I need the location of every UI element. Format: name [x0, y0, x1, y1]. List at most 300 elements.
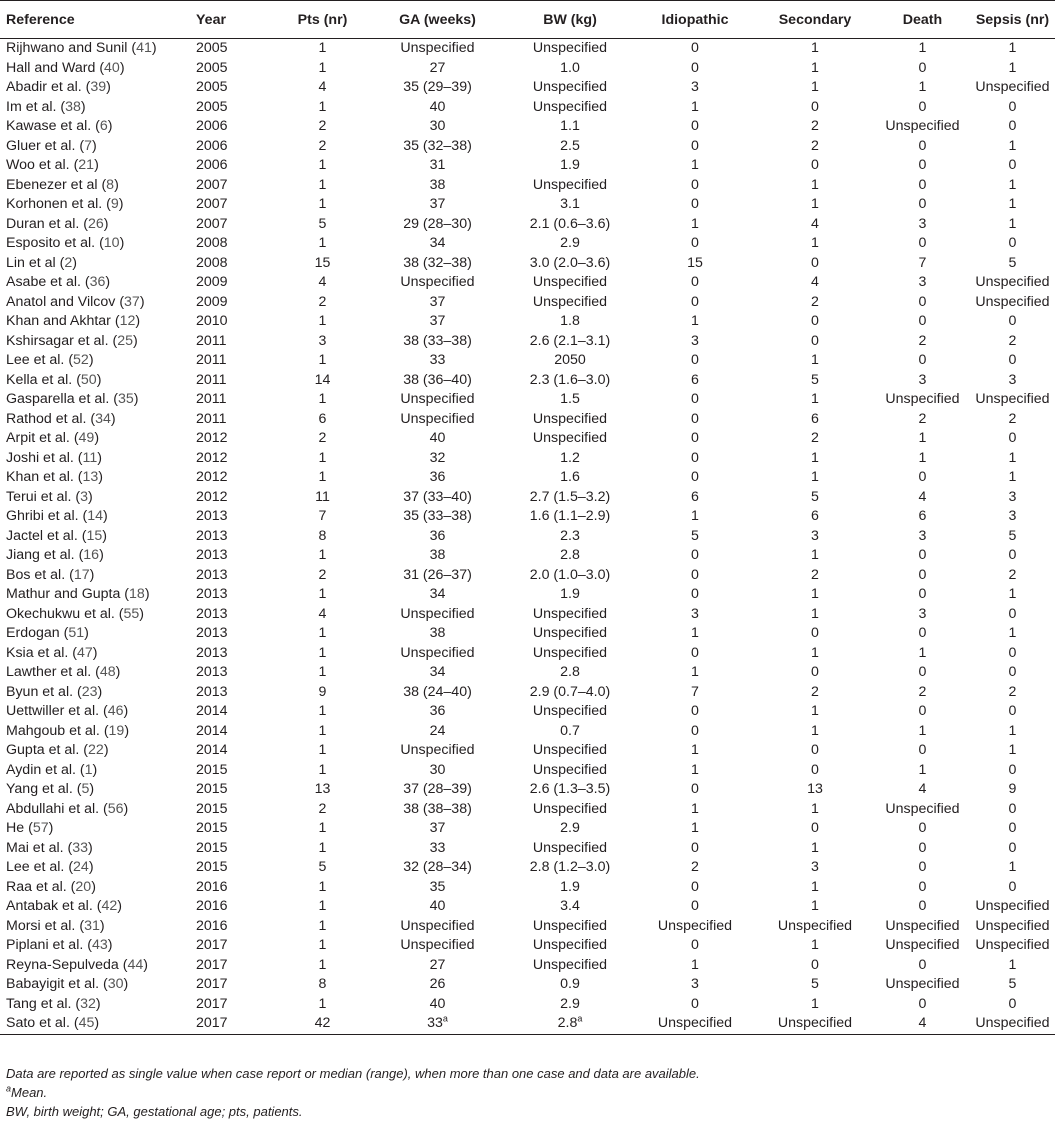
citation-link[interactable]: 19 — [108, 722, 125, 739]
reference-name: Gasparella et al. — [6, 391, 110, 407]
reference-name: Lin et al — [6, 254, 56, 271]
cell-year-value: 2013 — [196, 625, 228, 641]
citation-link[interactable]: 21 — [78, 157, 95, 173]
citation-link[interactable]: 40 — [104, 59, 120, 76]
cell-year-value: 2007 — [196, 176, 228, 193]
cell-year — [190, 917, 275, 937]
cell-reference: Bos et al. (17) — [6, 566, 95, 583]
cell-secondary-value: 5 — [811, 371, 819, 388]
table-row — [0, 156, 1055, 176]
cell-pts-value: 1 — [318, 352, 327, 368]
cell-pts-value: 1 — [318, 937, 327, 953]
cell-ga — [370, 663, 505, 683]
cell-ga — [370, 59, 505, 79]
citation-link[interactable]: 33 — [72, 839, 89, 856]
cell-death — [875, 702, 970, 722]
cell-year — [190, 137, 275, 157]
cell-ga — [370, 858, 505, 878]
cell-sepsis-value: 1 — [1008, 859, 1017, 875]
cell-death-value: Unspecified — [885, 937, 960, 953]
cell-sepsis — [970, 156, 1055, 176]
cell-year — [190, 312, 275, 332]
header-year: Year — [190, 1, 275, 39]
cell-ga — [370, 995, 505, 1015]
cell-secondary-value: 5 — [811, 976, 819, 992]
table-row — [0, 59, 1055, 79]
citation-link[interactable]: 38 — [65, 98, 81, 115]
cell-secondary — [755, 390, 875, 410]
cell-idiopathic-value: 0 — [691, 781, 699, 797]
cell-reference: Lawther et al. (48) — [6, 664, 121, 680]
citation-link[interactable]: 57 — [32, 820, 49, 836]
table-row — [0, 137, 1055, 157]
cell-secondary-value: 0 — [811, 742, 819, 758]
cell-ga-value: 32 — [429, 449, 446, 466]
citation-link[interactable]: 14 — [87, 508, 103, 524]
reference-name: Kella et al. — [6, 371, 73, 388]
cell-bw — [505, 819, 635, 839]
citation-link[interactable]: 51 — [68, 625, 85, 641]
cell-pts-value: 15 — [314, 254, 331, 271]
cell-ga-value: 37 — [429, 293, 446, 310]
footnote-mean — [6, 1083, 700, 1102]
citation-link[interactable]: 17 — [73, 566, 90, 583]
citation-link[interactable]: 18 — [129, 586, 145, 602]
cell-pts — [275, 156, 370, 176]
cell-pts — [275, 59, 370, 79]
cell-sepsis-value: 0 — [1008, 157, 1017, 173]
citation-link[interactable]: 52 — [73, 352, 89, 368]
header-idiopathic: Idiopathic — [635, 1, 755, 39]
cell-death-value: 3 — [918, 274, 927, 290]
cell-pts — [275, 351, 370, 371]
cell-year-value: 2017 — [196, 995, 228, 1012]
cell-pts — [275, 702, 370, 722]
citation-link[interactable]: 35 — [117, 391, 134, 407]
cell-year — [190, 761, 275, 781]
cell-secondary-value: 1 — [811, 449, 819, 466]
citation-link[interactable]: 16 — [83, 547, 100, 563]
cell-ga-value: 38 — [429, 176, 446, 193]
cell-idiopathic — [635, 156, 755, 176]
cell-reference: Yang et al. (5) — [6, 781, 95, 797]
citation-link[interactable]: 3 — [80, 488, 89, 505]
cell-idiopathic-value: 1 — [691, 800, 699, 817]
cell-bw — [505, 858, 635, 878]
cell-reference: Ebenezer et al (8) — [6, 176, 119, 193]
cell-pts — [275, 936, 370, 956]
reference-name: Reyna-Sepulveda — [6, 956, 119, 973]
cell-death-value: 0 — [918, 469, 927, 485]
cell-idiopathic — [635, 78, 755, 98]
cell-secondary — [755, 936, 875, 956]
cell-year — [190, 975, 275, 995]
cell-secondary — [755, 312, 875, 332]
cell-sepsis — [970, 137, 1055, 157]
cell-ga-value: Unspecified — [400, 40, 475, 56]
cell-reference: Kshirsagar et al. (25) — [6, 332, 138, 349]
cell-year — [190, 78, 275, 98]
cell-pts — [275, 429, 370, 449]
citation-link[interactable]: 6 — [99, 118, 108, 134]
cell-idiopathic — [635, 507, 755, 527]
cell-bw-value: 2.3 — [560, 527, 580, 544]
cell-death-value: 0 — [918, 137, 927, 154]
citation-link[interactable]: 31 — [84, 917, 100, 934]
citation-link[interactable]: 20 — [75, 878, 92, 895]
cell-idiopathic — [635, 722, 755, 742]
cell-ga — [370, 878, 505, 898]
table-row — [0, 741, 1055, 761]
cell-year — [190, 780, 275, 800]
cell-death-value: 7 — [918, 254, 927, 271]
cell-reference: Gupta et al. (22) — [6, 742, 109, 758]
reference-name: Kshirsagar et al. — [6, 332, 109, 349]
citation-link[interactable]: 23 — [81, 683, 98, 700]
cell-year — [190, 624, 275, 644]
cell-sepsis — [970, 546, 1055, 566]
cell-bw-value: Unspecified — [532, 800, 608, 817]
cell-sepsis — [970, 878, 1055, 898]
citation-link[interactable]: 50 — [80, 371, 97, 388]
cell-bw-value: Unspecified — [532, 839, 608, 856]
cell-sepsis-value: Unspecified — [975, 79, 1050, 95]
cell-bw — [505, 917, 635, 937]
reference-name: Gluer et al. — [6, 137, 76, 154]
citation-link[interactable]: 43 — [91, 937, 108, 953]
cell-ga-value: 31 — [429, 157, 446, 173]
cell-bw — [505, 683, 635, 703]
cell-idiopathic — [635, 410, 755, 430]
cell-secondary-value: 0 — [811, 332, 819, 349]
cell-bw — [505, 332, 635, 352]
cell-idiopathic — [635, 215, 755, 235]
cell-death-value: Unspecified — [885, 976, 960, 992]
cell-pts — [275, 995, 370, 1015]
citation-link[interactable]: 7 — [84, 137, 92, 154]
cell-sepsis-value: 9 — [1008, 781, 1017, 797]
reference-name: Abadir et al. — [6, 79, 82, 95]
cell-secondary-value: 1 — [811, 469, 819, 485]
citation-link[interactable]: 11 — [82, 449, 98, 466]
citation-link[interactable]: 8 — [106, 176, 115, 193]
cell-ga-value: Unspecified — [400, 742, 475, 758]
cell-reference: Okechukwu et al. (55) — [6, 605, 145, 622]
citation-link[interactable]: 36 — [89, 274, 106, 290]
cell-sepsis-value: Unspecified — [975, 937, 1050, 953]
cell-ga-value: 37 — [429, 820, 446, 836]
citation-link[interactable]: 1 — [84, 761, 93, 778]
citation-link[interactable]: 15 — [86, 527, 103, 544]
cell-secondary — [755, 507, 875, 527]
cell-reference: Gasparella et al. (35) — [6, 391, 139, 407]
cell-bw-value: 2050 — [554, 352, 586, 368]
cell-death-value: 0 — [918, 196, 927, 212]
cell-secondary-value: 2 — [811, 430, 819, 446]
reference-name: Khan et al. — [6, 469, 74, 485]
cell-reference: Woo et al. (21) — [6, 157, 99, 173]
cell-ga-value: 31 (26–37) — [403, 566, 472, 583]
cell-pts-value: 3 — [318, 332, 327, 349]
cell-idiopathic-value: 1 — [691, 157, 699, 173]
cell-secondary — [755, 527, 875, 547]
citation-link[interactable]: 12 — [119, 313, 136, 329]
citation-link[interactable]: 24 — [73, 859, 89, 875]
cell-idiopathic-value: 0 — [691, 995, 699, 1012]
cell-sepsis-value: 0 — [1008, 703, 1017, 719]
cell-ga — [370, 975, 505, 995]
cell-year — [190, 683, 275, 703]
cell-reference: Rijhwano and Sunil (41) — [6, 40, 157, 56]
cell-idiopathic — [635, 273, 755, 293]
cell-year — [190, 390, 275, 410]
reference-name: Ghribi et al. — [6, 508, 79, 524]
table-row — [0, 254, 1055, 274]
table-row — [0, 410, 1055, 430]
cell-sepsis-value: 1 — [1008, 469, 1017, 485]
citation-link[interactable]: 22 — [88, 742, 104, 758]
cell-idiopathic — [635, 488, 755, 508]
cell-year — [190, 449, 275, 469]
cell-sepsis-value: 1 — [1008, 956, 1017, 973]
cell-pts-value: 1 — [318, 449, 327, 466]
cell-year — [190, 293, 275, 313]
cell-bw — [505, 488, 635, 508]
cell-bw — [505, 741, 635, 761]
cell-death — [875, 215, 970, 235]
cell-idiopathic — [635, 546, 755, 566]
cell-pts-value: 1 — [318, 313, 327, 329]
cell-bw — [505, 137, 635, 157]
cell-bw — [505, 156, 635, 176]
cell-reference: Hall and Ward (40) — [6, 59, 125, 76]
cell-ga-value: 36 — [429, 703, 446, 719]
cell-bw — [505, 273, 635, 293]
cell-sepsis-value: 1 — [1008, 742, 1017, 758]
cell-bw — [505, 98, 635, 118]
cell-idiopathic — [635, 975, 755, 995]
cell-year-value: 2011 — [196, 332, 227, 349]
cell-reference: Ksia et al. (47) — [6, 644, 98, 661]
cell-bw-value: 1.6 (1.1–2.9) — [529, 508, 611, 524]
citation-link[interactable]: 32 — [80, 995, 96, 1012]
cell-year — [190, 507, 275, 527]
citation-link[interactable]: 49 — [78, 430, 95, 446]
footnote-mark: a — [577, 1013, 583, 1024]
cell-bw-value: Unspecified — [532, 742, 608, 758]
cell-pts-value: 7 — [318, 508, 327, 524]
cell-ga — [370, 312, 505, 332]
cell-idiopathic-value: 0 — [691, 547, 699, 563]
cell-pts-value: 1 — [318, 235, 327, 251]
cell-ga-value: 29 (28–30) — [403, 215, 472, 232]
cell-year — [190, 332, 275, 352]
cell-ga-value: 40 — [429, 430, 446, 446]
citation-link[interactable]: 26 — [88, 215, 104, 232]
cell-bw-value: 2.8 (1.2–3.0) — [529, 859, 611, 875]
citation-link[interactable]: 41 — [136, 40, 152, 56]
cell-reference: Terui et al. (3) — [6, 488, 93, 505]
cell-ga-value: Unspecified — [400, 644, 475, 661]
cell-idiopathic — [635, 332, 755, 352]
reference-name: Duran et al. — [6, 215, 80, 232]
cell-secondary-value: 0 — [811, 157, 819, 173]
cell-sepsis-value: 0 — [1008, 839, 1017, 856]
cell-death — [875, 390, 970, 410]
cell-idiopathic-value: 1 — [691, 215, 699, 232]
citation-link[interactable]: 5 — [81, 781, 90, 797]
cell-death-value: Unspecified — [885, 917, 960, 934]
citation-link[interactable]: 44 — [127, 956, 144, 973]
cell-pts — [275, 98, 370, 118]
cell-idiopathic-value: 0 — [691, 40, 699, 56]
citation-link[interactable]: 9 — [110, 196, 119, 212]
cell-year-value: 2013 — [196, 527, 228, 544]
cell-ga — [370, 897, 505, 917]
reference-name: Mai et al. — [6, 839, 64, 856]
citation-link[interactable]: 42 — [101, 898, 118, 914]
cell-death — [875, 858, 970, 878]
cell-secondary — [755, 59, 875, 79]
cell-death-value: 0 — [918, 352, 927, 368]
cell-year-value: 2005 — [196, 40, 228, 56]
cell-sepsis — [970, 1014, 1055, 1034]
cell-bw-value: Unspecified — [532, 917, 608, 934]
cell-secondary — [755, 741, 875, 761]
cell-secondary — [755, 39, 875, 59]
cell-pts-value: 1 — [318, 469, 327, 485]
table-row — [0, 312, 1055, 332]
cell-pts-value: 5 — [318, 215, 327, 232]
table-row — [0, 897, 1055, 917]
citation-link[interactable]: 48 — [99, 664, 116, 680]
table-row — [0, 995, 1055, 1015]
table-row — [0, 234, 1055, 254]
table-row — [0, 683, 1055, 703]
citation-link[interactable]: 46 — [107, 703, 124, 719]
cell-ga-value: 37 — [429, 313, 446, 329]
cell-sepsis-value: 3 — [1008, 371, 1017, 388]
cell-year-value: 2008 — [196, 254, 228, 271]
cell-death — [875, 137, 970, 157]
cell-secondary-value: 0 — [811, 664, 819, 680]
cell-year — [190, 468, 275, 488]
cell-pts — [275, 254, 370, 274]
cell-idiopathic-value: 0 — [691, 235, 699, 251]
cell-secondary — [755, 585, 875, 605]
cell-idiopathic-value: 2 — [691, 859, 699, 875]
citation-link[interactable]: 37 — [124, 293, 140, 310]
cell-secondary — [755, 624, 875, 644]
citation-link[interactable]: 10 — [103, 235, 120, 251]
cell-death — [875, 566, 970, 586]
cell-bw — [505, 956, 635, 976]
cell-reference: Abdullahi et al. (56) — [6, 800, 129, 817]
cell-secondary-value: 1 — [811, 235, 819, 251]
cell-bw-value: Unspecified — [532, 98, 608, 115]
cell-death-value: Unspecified — [885, 118, 960, 134]
cell-pts-value: 2 — [318, 137, 327, 154]
cell-year — [190, 566, 275, 586]
cell-reference: Arpit et al. (49) — [6, 430, 100, 446]
cell-bw — [505, 605, 635, 625]
cell-idiopathic — [635, 254, 755, 274]
cell-death — [875, 780, 970, 800]
cell-idiopathic — [635, 585, 755, 605]
cell-idiopathic — [635, 644, 755, 664]
reference-name: Morsi et al. — [6, 917, 76, 934]
cell-ga-value: 37 (33–40) — [403, 488, 472, 505]
citation-link[interactable]: 55 — [123, 605, 140, 622]
citation-link[interactable]: 47 — [76, 644, 93, 661]
cell-death-value: 0 — [918, 956, 927, 973]
cell-reference: Babayigit et al. (30) — [6, 976, 129, 992]
cell-sepsis-value: 0 — [1008, 118, 1017, 134]
cell-year-value: 2017 — [196, 937, 228, 953]
cell-bw-value: 2.9 — [560, 820, 580, 836]
cell-bw — [505, 429, 635, 449]
cell-year-value: 2013 — [196, 664, 228, 680]
cell-year-value: 2007 — [196, 215, 228, 232]
cell-bw-value: Unspecified — [532, 956, 608, 973]
cell-pts — [275, 293, 370, 313]
cell-year — [190, 897, 275, 917]
cell-death-value: 0 — [918, 313, 927, 329]
cell-ga — [370, 917, 505, 937]
cell-ga-value: 35 — [429, 878, 446, 895]
cell-bw — [505, 293, 635, 313]
cell-sepsis — [970, 215, 1055, 235]
table-header — [0, 1, 1055, 39]
cell-idiopathic — [635, 195, 755, 215]
cell-year — [190, 546, 275, 566]
cell-pts — [275, 215, 370, 235]
cell-pts — [275, 644, 370, 664]
cell-secondary — [755, 156, 875, 176]
cell-reference: Khan and Akhtar (12) — [6, 313, 141, 329]
citation-link[interactable]: 39 — [90, 79, 107, 95]
citation-link[interactable]: 13 — [82, 469, 99, 485]
cell-reference: Abadir et al. (39) — [6, 79, 111, 95]
citation-link[interactable]: 25 — [117, 332, 133, 349]
citation-link[interactable]: 34 — [95, 410, 111, 427]
cell-death — [875, 332, 970, 352]
citation-link[interactable]: 2 — [64, 254, 73, 271]
citation-link[interactable]: 45 — [78, 1015, 95, 1031]
cell-secondary — [755, 975, 875, 995]
cell-pts-value: 42 — [314, 1015, 331, 1031]
cell-bw — [505, 254, 635, 274]
cell-bw-value: Unspecified — [532, 410, 608, 427]
cell-secondary-value: 1 — [811, 40, 819, 56]
cell-bw — [505, 546, 635, 566]
cell-secondary — [755, 800, 875, 820]
table-row — [0, 624, 1055, 644]
cell-year — [190, 98, 275, 118]
cell-sepsis-value: 1 — [1008, 196, 1017, 212]
cell-secondary-value: 3 — [811, 527, 819, 544]
cell-death-value: 4 — [918, 1015, 927, 1031]
cell-secondary — [755, 137, 875, 157]
cell-sepsis-value: 0 — [1008, 547, 1017, 563]
citation-link[interactable]: 56 — [107, 800, 124, 817]
cell-idiopathic-value: 0 — [691, 839, 699, 856]
citation-link[interactable]: 30 — [107, 976, 124, 992]
cell-reference: Lin et al (2) — [6, 254, 77, 271]
cell-ga-value: Unspecified — [400, 605, 475, 622]
cell-year-value: 2012 — [196, 430, 228, 446]
cell-secondary-value: 2 — [811, 683, 819, 700]
